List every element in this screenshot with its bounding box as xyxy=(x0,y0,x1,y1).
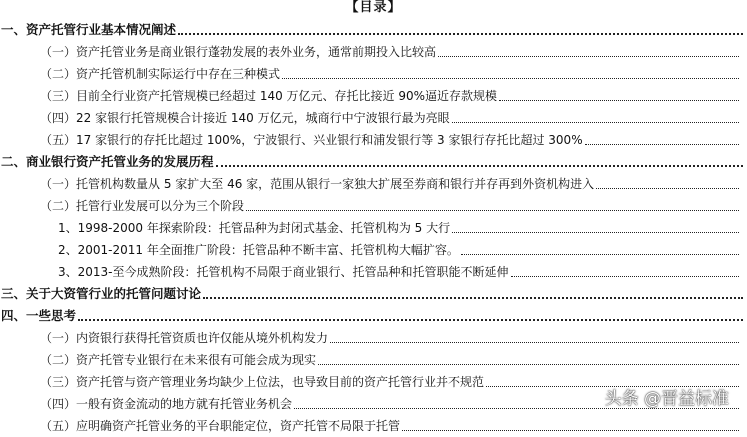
dot-leader xyxy=(216,165,743,167)
toc-title: 【目录】 xyxy=(345,0,402,15)
toc-entry-2-1[interactable] xyxy=(0,173,747,195)
toc-list xyxy=(0,19,747,437)
toc-entry-label: （三）目前全行业资产托管规模已经超过 140 万亿元、存托比接近 90%逼近存款规模 xyxy=(40,89,498,103)
toc-entry-2-2-3[interactable] xyxy=(0,261,747,283)
toc-entry-4-1[interactable] xyxy=(0,327,747,349)
toc-entry-section-3[interactable] xyxy=(0,283,747,305)
toc-entry-label: （四）一般有资金流动的地方就有托管业务机会 xyxy=(40,397,293,411)
toc-entry-label: 2、2001-2011 年全面推广阶段：托管品种不断丰富、托管机构大幅扩容。 xyxy=(58,243,459,257)
toc-entry-2-2-1[interactable] xyxy=(0,217,747,239)
toc-entry-1-1[interactable] xyxy=(0,41,747,63)
dot-leader xyxy=(203,297,743,299)
toc-entry-label: 三、关于大资管行业的托管问题讨论 xyxy=(1,286,202,301)
toc-entry-label: （二）托管行业发展可以分为三个阶段 xyxy=(40,199,245,213)
dot-leader xyxy=(402,430,739,431)
dot-leader xyxy=(461,254,739,255)
toc-entry-label: 3、2013-至今成熟阶段：托管机构不局限于商业银行、托管品种和托管职能不断延伸 xyxy=(58,265,509,279)
toc-entry-section-4[interactable] xyxy=(0,305,747,327)
toc-entry-label: 二、商业银行资产托管业务的发展历程 xyxy=(1,154,214,169)
toc-entry-label: （一）内资银行获得托管资质也许仅能从境外机构发力 xyxy=(40,331,329,345)
toc-entry-label: （二）资产托管专业银行在未来很有可能会成为现实 xyxy=(40,353,317,367)
dot-leader xyxy=(585,144,739,145)
toc-entry-section-2[interactable] xyxy=(0,151,747,173)
watermark xyxy=(605,389,729,409)
toc-entry-label: 一、资产托管行业基本情况阐述 xyxy=(1,22,177,37)
dot-leader xyxy=(438,56,739,57)
toc-entry-label: （一）托管机构数量从 5 家扩大至 46 家，范围从银行一家独大扩展至券商和银行并存再到外资机构进入 xyxy=(40,177,595,191)
dot-leader xyxy=(486,386,739,387)
dot-leader xyxy=(246,210,739,211)
toc-entry-label: （五）应明确资产托管业务的平台职能定位，资产托管不局限于托管 xyxy=(40,419,401,433)
toc-entry-1-3[interactable] xyxy=(0,85,747,107)
dot-leader xyxy=(178,33,743,35)
toc-entry-label: 1、1998-2000 年探索阶段：托管品种为封闭式基金、托管机构为 5 大行 xyxy=(58,221,451,235)
toc-entry-section-1[interactable] xyxy=(0,19,747,41)
toc-entry-2-2[interactable] xyxy=(0,195,747,217)
dot-leader xyxy=(511,276,739,277)
toc-entry-label: （四）22 家银行托管规模合计接近 140 万亿元，城商行中宁波银行最为亮眼 xyxy=(40,111,450,125)
toc-entry-label: （五）17 家银行的存托比超过 100%，宁波银行、兴业银行和浦发银行等 3 家银行存托比超过 300% xyxy=(40,133,583,147)
toc-entry-label: （二）资产托管机制实际运行中存在三种模式 xyxy=(40,67,281,81)
dot-leader xyxy=(330,342,739,343)
toc-entry-1-4[interactable] xyxy=(0,107,747,129)
toc-entry-1-2[interactable] xyxy=(0,63,747,85)
dot-leader xyxy=(452,122,739,123)
toc-entry-label: （一）资产托管业务是商业银行蓬勃发展的表外业务，通常前期投入比较高 xyxy=(40,45,437,59)
toc-entry-4-2[interactable] xyxy=(0,349,747,371)
dot-leader xyxy=(282,78,739,79)
dot-leader xyxy=(596,188,739,189)
dot-leader xyxy=(452,232,739,233)
dot-leader xyxy=(499,100,739,101)
dot-leader xyxy=(318,364,739,365)
toc-entry-4-5[interactable] xyxy=(0,415,747,437)
toc-entry-1-5[interactable] xyxy=(0,129,747,151)
watermark-text: 头条 @晋益标准 xyxy=(604,389,729,409)
dot-leader xyxy=(78,319,743,321)
toc-entry-label: 四、一些思考 xyxy=(1,308,77,323)
toc-entry-label: （三）资产托管与资产管理业务均缺少上位法，也导致目前的资产托管行业并不规范 xyxy=(40,375,485,389)
toc-entry-2-2-2[interactable] xyxy=(0,239,747,261)
